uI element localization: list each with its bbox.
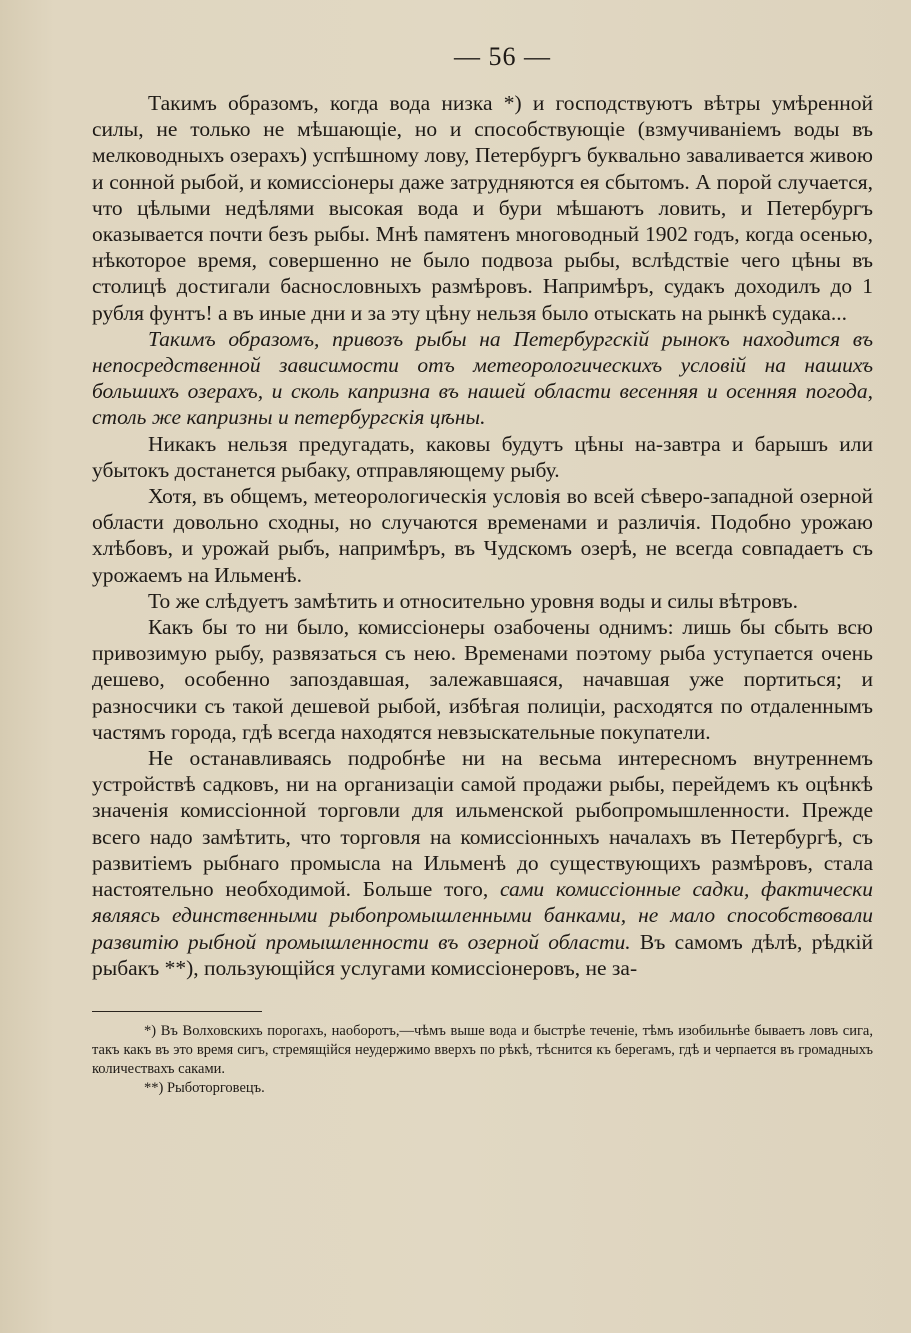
footnote: *) Въ Волховскихъ порогахъ, наоборотъ,—чѣмъ выше вода и быстрѣе теченіе, тѣмъ изобильнѣе бываетъ ловъ сига, такъ какъ въ это время сигъ, стремящійся неудержимо вверхъ по рѣкѣ, тѣснится къ берегамъ, гдѣ и черпается въ громадныхъ количествахъ саками. — [92, 1022, 873, 1077]
text-segment: Такимъ образомъ, когда вода низка *) и господствуютъ вѣтры умѣренной силы, не только не мѣшающіе, но и способствующіе (взмучиваніемъ воды въ мелководныхъ озерахъ) успѣшному лову, Петербургъ буквально заваливается живою и сонной рыбой, и комиссіонеры даже затрудняются ея сбытомъ. А порой случается, что цѣлыми недѣлями высокая вода и бури мѣшаютъ ловить, и Петербургъ оказывается почти безъ рыбы. Мнѣ памятенъ многоводный 1902 годъ, когда осенью, нѣкоторое время, совершенно не было подвоза рыбы, вслѣдствіе чего цѣны въ столицѣ достигали баснословныхъ размѣровъ. Напримѣръ, судакъ доходилъ до 1 рубля фунтъ! а въ иные дни и за эту цѣну нельзя было отыскать на рынкѣ судака... — [92, 91, 873, 325]
paragraph — [92, 326, 873, 431]
text-segment: Не останавливаясь подробнѣе ни на весьма интересномъ внутреннемъ устройствѣ садковъ, ни на организаціи самой продажи рыбы, перейдемъ къ оцѣнкѣ значенія комиссіонной торговли для ильменской рыбопромышленности. Прежде всего надо замѣтить, что торговля на комиссіонныхъ началахъ въ Петербургѣ, съ развитіемъ рыбнаго промысла на Ильменѣ до существующихъ размѣровъ, стала настоятельно необходимой. Больше того, — [92, 746, 873, 902]
footnote: **) Рыботорговецъ. — [144, 1079, 265, 1096]
text-segment: Никакъ нельзя предугадать, каковы будутъ цѣны на-завтра и барышъ или убытокъ достанется рыбаку, отправляющему рыбу. — [92, 431, 873, 482]
text-segment: Въ самомъ дѣлѣ, рѣдкій рыбакъ **), пользующійся услугами комиссіонеровъ, не за- — [92, 929, 873, 980]
body-text — [92, 90, 873, 981]
footnotes — [92, 1022, 873, 1098]
text-segment: Хотя, въ общемъ, метеорологическія условія во всей сѣверо-западной озерной области довольно сходны, но случаются временами и различія. Подобно урожаю хлѣбовъ, и урожай рыбъ, напримѣръ, въ Чудскомъ озерѣ, не всегда совпадаетъ съ урожаемъ на Ильменѣ. — [92, 484, 873, 587]
text-segment: Какъ бы то ни было, комиссіонеры озабочены однимъ: лишь бы сбыть всю привозимую рыбу, развязаться съ нею. Временами поэтому рыба уступается очень дешево, особенно запоздавшая, залежавшаяся, начавшая уже портиться; и разносчики съ такой дешевой рыбой, избѣгая полиціи, расходятся по отдаленнымъ частямъ города, гдѣ всегда находятся невзыскательные покупатели. — [92, 615, 873, 744]
italic-text-segment: Такимъ образомъ, привозъ рыбы на Петербургскій рынокъ находится въ непосредственной зависимости отъ метеорологическихъ условій на нашихъ большихъ озерахъ, и сколь капризна въ нашей области весенняя и осенняя погода, столь же капризны и петербургскія цѣны. — [92, 326, 873, 430]
paragraph — [92, 90, 873, 326]
text-segment: То же слѣдуетъ замѣтить и относительно уровня воды и силы вѣтровъ. — [148, 588, 799, 613]
italic-text-segment: сами комиссіонные садки, фактически являясь единственными рыбопромышленными банками, не мало способствовали развитію рыбной промышленности въ озерной области. — [92, 877, 873, 954]
footnote-separator — [92, 1011, 262, 1012]
paragraph — [92, 588, 873, 614]
paragraph — [92, 431, 873, 483]
paragraph — [92, 483, 873, 588]
page-number: — 56 — — [454, 42, 551, 71]
paragraph — [92, 745, 873, 981]
paragraph — [92, 614, 873, 745]
